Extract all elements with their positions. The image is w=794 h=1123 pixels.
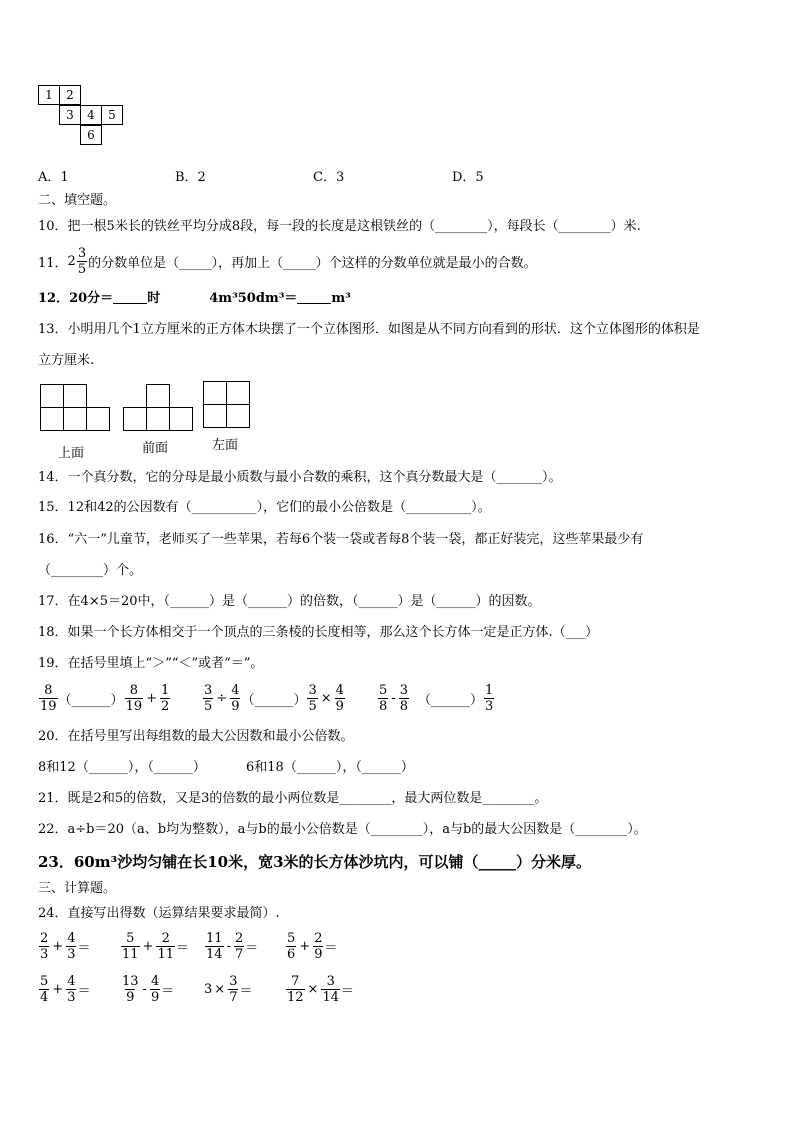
fraction <box>66 931 76 962</box>
fraction <box>121 974 140 1005</box>
denominator: 9 <box>335 699 344 714</box>
numerator: 5 <box>287 931 296 946</box>
denominator: 5 <box>204 699 213 714</box>
equals-sign: ＝ <box>245 941 259 956</box>
option-d: D．5 <box>452 170 484 185</box>
numerator: 3 <box>326 974 335 989</box>
question-20-b: 6和18（______），（______） <box>246 760 414 775</box>
net-cell: 1 <box>38 85 60 105</box>
question-16-line1: 16．“六一”儿童节，老师买了一些苹果，若每6个装一袋或者每8个装一袋，都正好装完，这些苹果最少有 <box>38 532 644 547</box>
q12-unit-a: 时 <box>147 291 161 306</box>
question-21: 21．既是2和5的倍数，又是3的倍数的最小两位数是________，最大两位数是________。 <box>38 791 548 806</box>
question-18: 18．如果一个长方体相交于一个顶点的三条棱的长度相等，那么这个长方体一定是正方体.（___） <box>38 625 599 640</box>
blank <box>297 291 331 304</box>
option-c: C．3 <box>313 170 345 185</box>
expression <box>38 974 90 1005</box>
operator: - <box>226 939 231 954</box>
numerator: 3 <box>399 683 408 698</box>
question-22: 22．a÷b＝20（a、b均为整数），a与b的最小公倍数是（________），a与b的最大公因数是（________）。 <box>38 822 647 837</box>
answer-blank: （______） <box>58 693 124 708</box>
numerator: 4 <box>67 931 76 946</box>
fraction <box>286 974 305 1005</box>
q19-item-c <box>377 683 495 714</box>
question-20-a: 8和12（______），（______） <box>38 760 206 775</box>
net-cell: 5 <box>101 105 123 125</box>
numerator: 4 <box>231 683 240 698</box>
q11-fraction <box>77 246 87 277</box>
net-cell: 4 <box>80 105 102 125</box>
numerator: 2 <box>314 931 323 946</box>
fraction <box>307 683 317 714</box>
fraction <box>39 974 49 1005</box>
fraction <box>150 974 160 1005</box>
denominator: 14 <box>322 990 339 1005</box>
view-label-left: 左面 <box>212 438 239 453</box>
question-15: 15．12和42的公因数有（__________），它们的最小公倍数是（__________）。 <box>38 500 491 515</box>
question-19-title: 19．在括号里填上“＞”“＜”或者“＝”。 <box>38 656 264 671</box>
fraction <box>156 931 175 962</box>
expression <box>204 931 258 962</box>
operator: + <box>52 939 64 954</box>
q19-item-a <box>38 683 171 714</box>
expression <box>285 931 337 962</box>
q11-number: 11． <box>38 256 68 271</box>
operator: × <box>214 982 226 997</box>
option-b: B．2 <box>175 170 206 185</box>
expression <box>38 931 90 962</box>
denominator: 19 <box>125 699 143 714</box>
numerator: 1 <box>484 683 494 698</box>
denominator: 7 <box>229 990 238 1005</box>
fraction <box>313 931 323 962</box>
fraction <box>335 683 345 714</box>
denominator: 5 <box>308 699 317 714</box>
denominator: 3 <box>484 699 494 714</box>
numerator: 2 <box>40 931 49 946</box>
question-17: 17．在4×5＝20中，（______）是（______）的倍数，（______）是（______）的因数。 <box>38 594 541 609</box>
numerator: 8 <box>44 683 53 698</box>
denominator: 8 <box>379 699 388 714</box>
numerator: 3 <box>229 974 238 989</box>
operator: + <box>299 939 311 954</box>
operator: × <box>307 982 319 997</box>
numerator: 4 <box>67 974 76 989</box>
fraction <box>66 974 76 1005</box>
numerator: 4 <box>335 683 344 698</box>
operator: + <box>142 939 154 954</box>
net-cell: 3 <box>59 105 81 125</box>
operator: × <box>320 691 332 706</box>
denominator: 9 <box>231 699 240 714</box>
q19-item-b <box>202 683 346 714</box>
operator: ÷ <box>216 691 228 706</box>
numerator: 3 <box>77 246 87 261</box>
operator: + <box>146 691 158 706</box>
whole-number: 3 <box>204 982 213 997</box>
expression <box>204 974 252 1005</box>
fraction <box>378 683 388 714</box>
denominator: 9 <box>126 990 135 1005</box>
blank <box>113 291 147 304</box>
numerator: 4 <box>150 974 160 989</box>
equals-sign: ＝ <box>324 941 338 956</box>
numerator: 7 <box>291 974 300 989</box>
denominator: 3 <box>67 990 76 1005</box>
equals-sign: ＝ <box>77 941 91 956</box>
denominator: 4 <box>40 990 49 1005</box>
numerator: 2 <box>234 931 244 946</box>
denominator: 2 <box>161 699 170 714</box>
denominator: 14 <box>206 947 223 962</box>
q12-part-a: 12．20分＝ <box>38 291 114 306</box>
numerator: 5 <box>126 931 135 946</box>
denominator: 9 <box>314 947 323 962</box>
numerator: 13 <box>122 974 139 989</box>
question-12 <box>38 290 351 308</box>
equals-sign: ＝ <box>176 941 190 956</box>
denominator: 6 <box>287 947 296 962</box>
expression <box>285 974 354 1005</box>
net-cell: 2 <box>59 85 81 105</box>
answer-blank: （______） <box>417 693 483 708</box>
equals-sign: ＝ <box>239 984 253 999</box>
equals-sign: ＝ <box>77 984 91 999</box>
question-23: 23．60m³沙均匀铺在长10米，宽3米的长方体沙坑内，可以铺（_____）分米厚。 <box>38 853 592 871</box>
fraction <box>484 683 494 714</box>
view-label-top: 上面 <box>58 446 85 461</box>
q11-whole: 2 <box>67 254 76 269</box>
equals-sign: ＝ <box>161 984 175 999</box>
fraction <box>125 683 144 714</box>
denominator: 19 <box>40 699 57 714</box>
numerator: 3 <box>204 683 213 698</box>
question-14: 14．一个真分数，它的分母是最小质数与最小合数的乘积，这个真分数最大是（_______）。 <box>38 470 562 485</box>
fraction <box>121 931 140 962</box>
fraction <box>205 931 224 962</box>
equals-sign: ＝ <box>341 984 355 999</box>
expression <box>120 931 189 962</box>
question-11 <box>38 246 537 277</box>
question-20-title: 20．在括号里写出每组数的最大公因数和最小公倍数。 <box>38 729 354 744</box>
numerator: 3 <box>308 683 317 698</box>
net-cell: 6 <box>80 125 102 145</box>
denominator: 3 <box>40 947 49 962</box>
view-label-front: 前面 <box>142 441 169 456</box>
numerator: 5 <box>379 683 388 698</box>
numerator: 1 <box>161 683 170 698</box>
fraction <box>234 931 244 962</box>
question-24-title: 24．直接写出得数（运算结果要求最简）. <box>38 906 280 921</box>
section-title-calc: 三、计算题。 <box>38 881 117 896</box>
operator: + <box>52 982 64 997</box>
operator: - <box>391 691 396 706</box>
denominator: 11 <box>157 947 174 962</box>
denominator: 11 <box>122 947 139 962</box>
answer-blank: （______） <box>241 693 307 708</box>
q11-text: 的分数单位是（_____），再加上（_____）个这样的分数单位就是最小的合数。 <box>88 256 537 271</box>
numerator: 2 <box>161 931 170 946</box>
denominator: 5 <box>77 262 87 277</box>
section-title-fill: 二、填空题。 <box>38 193 117 208</box>
fraction <box>230 683 240 714</box>
question-10: 10．把一根5米长的铁丝平均分成8段，每一段的长度是这根铁丝的（________），每段长（________）米. <box>38 219 641 234</box>
q12-unit-b: m³ <box>331 291 351 306</box>
fraction <box>203 683 213 714</box>
expression <box>120 974 174 1005</box>
q12-part-b: 4m³50dm³＝ <box>209 291 298 306</box>
denominator: 12 <box>287 990 304 1005</box>
denominator: 3 <box>67 947 76 962</box>
option-a: A．1 <box>38 170 69 185</box>
question-13-line1: 13．小明用几个1立方厘米的正方体木块摆了一个立体图形．如图是从不同方向看到的形状．这个立体图形的体积是 <box>38 322 700 337</box>
denominator: 7 <box>234 947 244 962</box>
denominator: 8 <box>399 699 408 714</box>
numerator: 11 <box>206 931 223 946</box>
question-13-line2: 立方厘米. <box>38 353 95 368</box>
operator: - <box>142 982 147 997</box>
denominator: 9 <box>150 990 160 1005</box>
fraction <box>321 974 340 1005</box>
fraction <box>399 683 409 714</box>
fraction <box>286 931 296 962</box>
fraction <box>39 683 58 714</box>
fraction <box>160 683 170 714</box>
numerator: 5 <box>40 974 49 989</box>
fraction <box>39 931 49 962</box>
question-16-line2: （________）个。 <box>38 563 143 578</box>
numerator: 8 <box>129 683 138 698</box>
fraction <box>228 974 238 1005</box>
